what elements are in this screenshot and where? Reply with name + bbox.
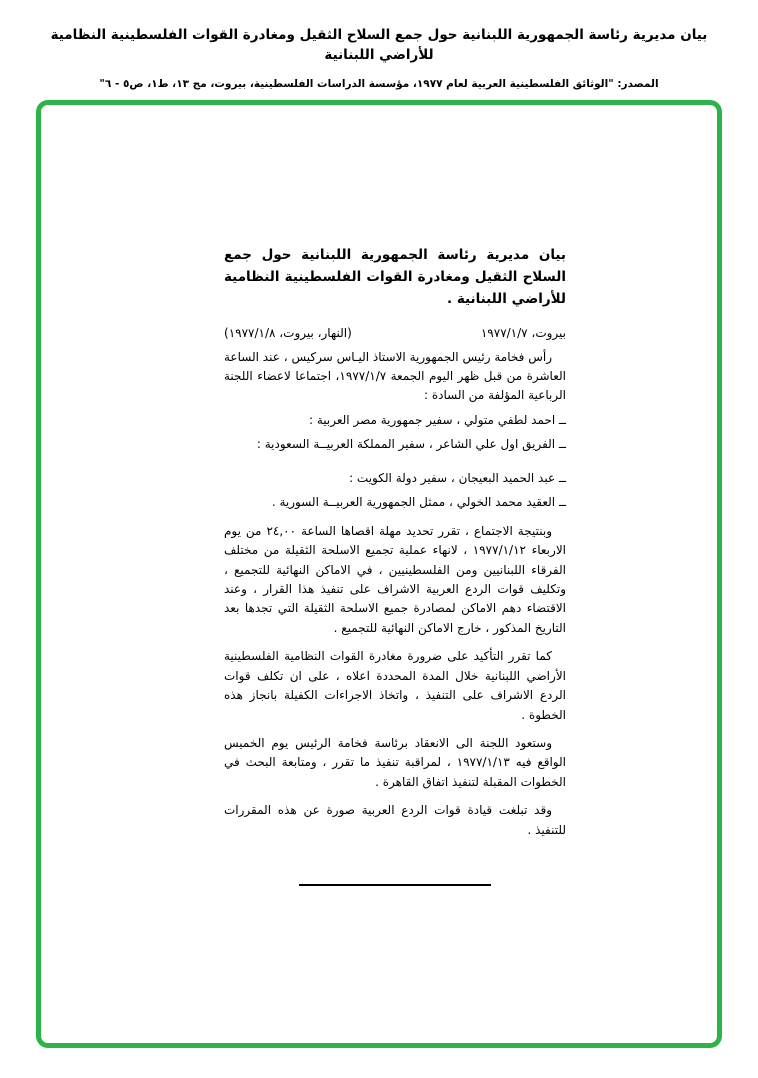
member-item: ــ الفريق اول علي الشاعر ، سفير المملكة العربيــة السعودية :: [256, 437, 566, 452]
dateline-publication: (النهار، بيروت، ١٩٧٧/١/٨): [224, 325, 352, 340]
member-item: ــ عبد الحميد البعيجان ، سفير دولة الكويت :: [349, 470, 566, 485]
document-title: بيان مديرية رئاسة الجمهورية اللبنانية حول جمع السلاح الثقيل ومغادرة القوات الفلسطينية النظامية للأراضي اللبنانية .: [224, 247, 566, 307]
body-paragraph: وستعود اللجنة الى الانعقاد برئاسة فخامة الرئيس يوم الخميس الواقع فيه ١٩٧٧/١/١٣ ، لمراقبة تنفيذ ما تقرر ، ومتابعة البحث في الخطوات المقبلة لتنفيذ اتفاق القاهرة .: [224, 736, 567, 789]
member-item: ــ العقيد محمد الخولي ، ممثل الجمهورية العربيــة السورية .: [271, 495, 566, 510]
body-paragraph: وقد تبلغت قيادة قوات الردع العربية صورة عن هذه المقررات للتنفيذ .: [224, 803, 566, 837]
page-header: [0, 0, 758, 100]
document-frame: [36, 100, 722, 1048]
source-line: المصدر: "الوثائق الفلسطينية العربية لعام ١٩٧٧، مؤسسة الدراسات الفلسطينية، بيروت، مج ١٣، ط١، ص٥ - ٦": [99, 78, 659, 91]
member-item: ــ احمد لطفي متولي ، سفير جمهورية مصر العربية :: [308, 412, 566, 427]
body-paragraph: كما تقرر التأكيد على ضرورة مغادرة القوات النظامية الفلسطينية الأراضي اللبنانية خلال المدة المحددة اعلاه ، على ان تكلف قوات الردع الاشراف على التنفيذ ، واتخاذ الاجراءات الكفيلة بانجاز هذه الخطوة .: [224, 649, 566, 722]
document-scan: [224, 105, 566, 886]
body-paragraph: وبنتيجة الاجتماع ، تقرر تحديد مهلة اقصاها الساعة ٢٤,٠٠ من يوم الاربعاء ١٩٧٧/١/١٢ ، لانهاء عملية تجميع الاسلحة الثقيلة من مختلف الفرقاء اللبنانيين ومن الفلسطينيين ، في الاماكن النهائية للتجميع ، وتكليف قوات الردع العربية الاشراف على تنفيذ هذا القرار ، وعند الاقتضاء دهم الاماكن لمصادرة جميع الاسلحة الثقيلة التي تجدها بعد التاريخ المذكور ، خارج الاماكن النهائية للتجميع .: [224, 523, 566, 635]
page-title: بيان مديرية رئاسة الجمهورية اللبنانية حول جمع السلاح الثقيل ومغادرة القوات الفلسطينية النظامية للأراضي اللبنانية: [50, 27, 708, 63]
end-rule-divider: [299, 884, 491, 886]
intro-paragraph: رأس فخامة رئيس الجمهورية الاستاذ اليـاس سركيس ، عند الساعة العاشرة من قبل ظهر اليوم الجمعة ١٩٧٧/١/٧، اجتماعا لاعضاء اللجنة الرباعية المؤلفة من السادة :: [224, 349, 566, 403]
dateline-place-date: بيروت، ١٩٧٧/١/٧: [480, 325, 566, 340]
document-dateline: [224, 326, 566, 340]
